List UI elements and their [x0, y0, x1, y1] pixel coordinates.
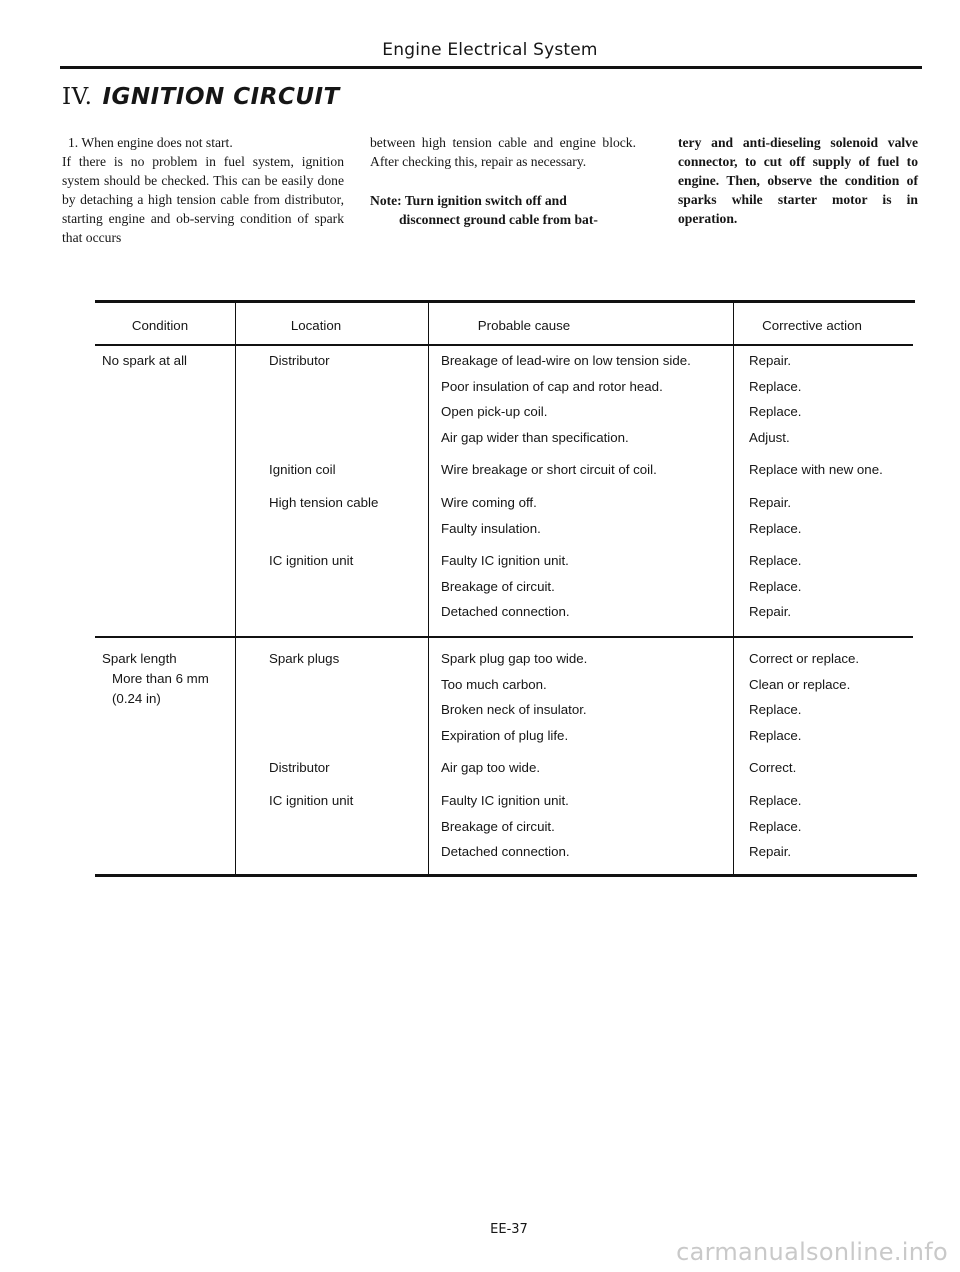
- table-header-cell: Location: [290, 318, 342, 333]
- corrective-action-text: Repair.: [749, 844, 792, 860]
- corrective-action-text: Clean or replace.: [749, 676, 851, 692]
- table-header-cell: Condition: [131, 318, 189, 333]
- table-header-cell: Corrective action: [762, 318, 862, 333]
- location-text: Distributor: [269, 353, 330, 368]
- intro-note-line-2: disconnect ground cable from bat-: [399, 212, 598, 227]
- table-section-rule: [95, 636, 913, 638]
- header-rule: [60, 66, 922, 69]
- corrective-action-text: Correct.: [749, 760, 797, 776]
- probable-cause-text: Faulty IC ignition unit.: [441, 793, 569, 808]
- probable-cause-text: Spark plug gap too wide.: [441, 651, 588, 666]
- probable-cause-text: Too much carbon.: [441, 676, 547, 692]
- section-number: IV.: [62, 84, 93, 110]
- table-header-cell: Probable cause: [477, 318, 571, 333]
- corrective-action-text: Replace.: [749, 702, 802, 718]
- table-column-divider: [235, 302, 236, 874]
- condition-text: Spark length: [102, 651, 177, 666]
- corrective-action-text: Replace.: [749, 520, 802, 536]
- corrective-action-text: Repair.: [749, 353, 792, 368]
- intro-column-3: [678, 133, 918, 228]
- corrective-action-text: Repair.: [749, 495, 792, 510]
- corrective-action-text: Replace.: [749, 793, 802, 808]
- probable-cause-text: Detached connection.: [441, 604, 570, 620]
- probable-cause-text: Air gap too wide.: [441, 760, 541, 776]
- intro-paragraph-1: If there is no problem in fuel system, ignition system should be checked. This can be easily done by detaching a high tension cable from distributor, starting engine and ob-serving condition of spark that occurs: [62, 154, 344, 245]
- probable-cause-text: Faulty insulation.: [441, 520, 541, 536]
- probable-cause-text: Wire coming off.: [441, 495, 537, 510]
- section-heading: [62, 84, 340, 110]
- intro-note: [370, 191, 636, 229]
- probable-cause-text: Poor insulation of cap and rotor head.: [441, 378, 663, 394]
- probable-cause-text: Expiration of plug life.: [441, 727, 569, 743]
- corrective-action-text: Repair.: [749, 604, 792, 620]
- location-text: IC ignition unit: [269, 553, 354, 569]
- corrective-action-text: Replace.: [749, 578, 802, 594]
- condition-text: More than 6 mm: [112, 671, 209, 686]
- table-bottom-rule: [95, 874, 917, 877]
- intro-lead: 1. When engine does not start.: [68, 135, 233, 150]
- table-column-divider: [733, 302, 734, 874]
- corrective-action-text: Replace with new one.: [749, 462, 883, 478]
- corrective-action-text: Replace.: [749, 378, 802, 394]
- probable-cause-text: Detached connection.: [441, 844, 570, 860]
- intro-column-2: [370, 133, 636, 229]
- corrective-action-text: Correct or replace.: [749, 651, 860, 666]
- probable-cause-text: Air gap wider than specification.: [441, 429, 629, 445]
- page-number: EE-37: [490, 1222, 528, 1237]
- corrective-action-text: Replace.: [749, 818, 802, 834]
- table-header-rule: [95, 344, 913, 346]
- condition-text: (0.24 in): [112, 691, 161, 706]
- probable-cause-text: Breakage of circuit.: [441, 578, 555, 594]
- corrective-action-text: Replace.: [749, 553, 802, 569]
- location-text: High tension cable: [269, 495, 379, 510]
- probable-cause-text: Wire breakage or short circuit of coil.: [441, 462, 657, 478]
- probable-cause-text: Open pick-up coil.: [441, 404, 548, 420]
- intro-column-1: [62, 133, 344, 247]
- probable-cause-text: Faulty IC ignition unit.: [441, 553, 569, 569]
- table-column-divider: [428, 302, 429, 874]
- intro-paragraph-2: between high tension cable and engine block. After checking this, repair as necessary.: [370, 135, 636, 169]
- running-header: Engine Electrical System: [382, 40, 598, 60]
- probable-cause-text: Breakage of lead-wire on low tension side.: [441, 353, 691, 368]
- table-top-rule: [95, 300, 915, 303]
- intro-paragraph-3: tery and anti-dieseling solenoid valve connector, to cut off supply of fuel to engine. Then, observe the condition of sparks while starter motor is in operation.: [678, 135, 918, 226]
- watermark: carmanualsonline.info: [676, 1238, 948, 1266]
- corrective-action-text: Replace.: [749, 404, 802, 420]
- corrective-action-text: Adjust.: [749, 429, 790, 445]
- location-text: IC ignition unit: [269, 793, 354, 808]
- intro-note-line-1: Note: Turn ignition switch off and: [370, 193, 567, 208]
- probable-cause-text: Breakage of circuit.: [441, 818, 555, 834]
- section-title: IGNITION CIRCUIT: [102, 84, 340, 110]
- corrective-action-text: Replace.: [749, 727, 802, 743]
- location-text: Spark plugs: [269, 651, 340, 666]
- location-text: Ignition coil: [269, 462, 336, 478]
- condition-text: No spark at all: [102, 353, 187, 368]
- probable-cause-text: Broken neck of insulator.: [441, 702, 587, 718]
- location-text: Distributor: [269, 760, 330, 776]
